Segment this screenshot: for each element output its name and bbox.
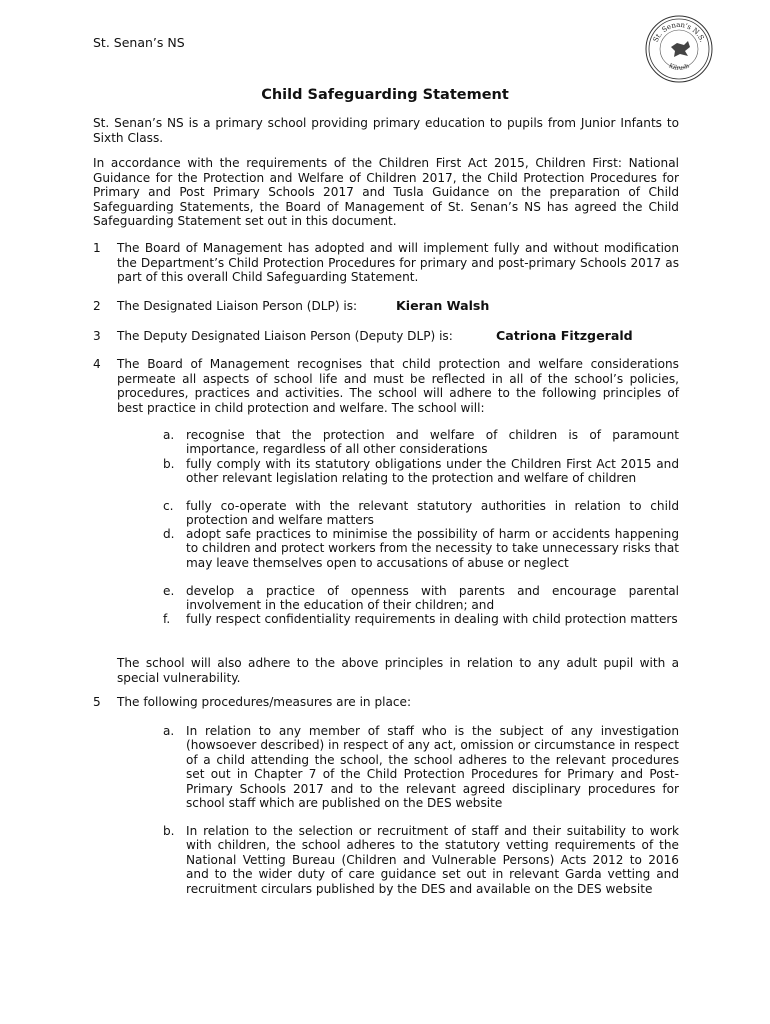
logo-top-text: St. Senan's N.S. [651,20,707,44]
item-text-1: The Board of Management has adopted and will implement fully and without modification the Department’s Child Protection Procedures for primary and post-primary Schools 2017 as part of this overall Child Safeguarding Statement. [117,241,679,285]
logo-bottom-text: Kilrush [667,62,691,72]
page-title: Child Safeguarding Statement [261,87,509,103]
header-school-name: St. Senan’s NS [93,35,185,50]
item-text-5: The following procedures/measures are in place: [117,695,412,709]
sub-letter-5a: a. [163,724,175,738]
sub-text-5a: In relation to any member of staff who is the subject of any investigation (howsoever described) in respect of any act, omission or circumstance in respect of a child attending the school, the school adheres to the relevant procedures set out in Chapter 7 of the Child Protection Procedures for Primary and Post-Primary Schools 2017 and to the relevant agreed disciplinary procedures for school staff which are published on the DES website [186,724,679,811]
sub-text-4d: adopt safe practices to minimise the possibility of harm or accidents happening to children and protect workers from the necessity to take unnecessary risks that may leave themselves open to accusations of abuse or neglect [186,527,679,570]
item-text-4: The Board of Management recognises that child protection and welfare considerations permeate all aspects of school life and must be reflected in all of the school’s policies, procedures, practices and activities. The school will adhere to the following principles of best practice in child protection and welfare. The school will: [117,357,679,415]
svg-text:Kilrush [668,62,691,72]
sub-letter-4b: b. [163,457,175,471]
sub-letter-4a: a. [163,428,175,442]
svg-text:St. Senan's N.S. [652,21,707,43]
sub-text-4f: fully respect confidentiality requirements in dealing with child protection matters [186,612,678,626]
sub-text-4b: fully comply with its statutory obligations under the Children First Act 2015 and other relevant legislation relating to the protection and welfare of children [186,457,679,486]
item-text-2: The Designated Liaison Person (DLP) is: [117,299,358,313]
item-number-2: 2 [93,299,101,313]
sub-text-5b: In relation to the selection or recruitment of staff and their suitability to work with children, the school adheres to the statutory vetting requirements of the National Vetting Bureau (Children and Vulnerable Persons) Acts 2012 to 2016 and to the wider duty of care guidance set out in relevant Garda vetting and recruitment circulars published by the DES and available on the DES website [186,824,679,896]
sub-text-4c: fully co-operate with the relevant statutory authorities in relation to child protection and welfare matters [186,499,679,528]
school-crest-icon [644,14,714,84]
sub-letter-5b: b. [163,824,175,838]
sub-text-4a: recognise that the protection and welfare of children is of paramount importance, regardless of all other considerations [186,428,679,457]
dlp-name: Kieran Walsh [396,298,490,313]
sub-text-4e: develop a practice of openness with parents and encourage parental involvement in the education of their children; and [186,584,679,613]
item-number-5: 5 [93,695,101,709]
item-text-3: The Deputy Designated Liaison Person (Deputy DLP) is: [117,329,453,343]
item-4-after-paragraph: The school will also adhere to the above principles in relation to any adult pupil with a special vulnerability. [117,656,679,685]
deputy-dlp-name: Catriona Fitzgerald [496,328,633,343]
intro-paragraph-1: St. Senan’s NS is a primary school providing primary education to pupils from Junior Infants to Sixth Class. [93,116,679,145]
sub-letter-4f: f. [163,612,171,626]
sub-letter-4c: c. [163,499,174,513]
intro-paragraph-2: In accordance with the requirements of the Children First Act 2015, Children First: National Guidance for the Protection and Welfare of Children 2017, the Child Protection Procedures for Primary and Post Primary Schools 2017 and Tusla Guidance on the preparation of Child Safeguarding Statements, the Board of Management of St. Senan’s NS has agreed the Child Safeguarding Statement set out in this document. [93,156,679,229]
item-number-3: 3 [93,329,101,343]
sub-letter-4e: e. [163,584,175,598]
item-number-4: 4 [93,357,101,371]
sub-letter-4d: d. [163,527,175,541]
item-number-1: 1 [93,241,101,255]
